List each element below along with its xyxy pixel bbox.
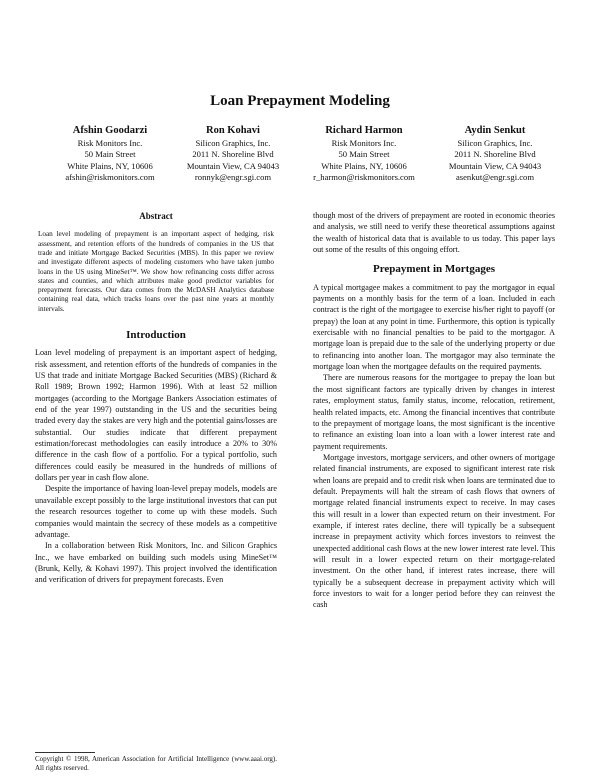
abstract-text: Loan level modeling of prepayment is an important aspect of hedging, risk assessment, and retention efforts of the hundreds of companies in the US that trade and initiate Mortgage Backed Securities (MBS). In this paper we review and investigate different aspects of modeling customers who have taken jumbo loans in the US using MineSet™. We show how refinancing costs differ across states and counties, and which attributes make good predictor variables for prepayment forecasts. Our data comes from the McDASH Analytics database containing real data, which tracks loans over the past nine years at monthly intervals. xyxy=(38,230,274,313)
author-affiliation: Silicon Graphics, Inc. xyxy=(195,138,271,148)
footnote-divider xyxy=(35,752,95,753)
introduction-heading: Introduction xyxy=(126,329,186,342)
paper-title: Loan Prepayment Modeling xyxy=(210,93,390,109)
author-affiliation: Silicon Graphics, Inc. xyxy=(457,138,533,148)
author-block xyxy=(425,124,565,184)
author-city: Mountain View, CA 94043 xyxy=(448,160,542,171)
author-email: ronnyk@engr.sgi.com xyxy=(194,172,272,183)
author-email: asenkut@engr.sgi.com xyxy=(455,172,535,183)
author-affiliation: Risk Monitors Inc. xyxy=(331,138,397,148)
author-affiliation: Risk Monitors Inc. xyxy=(77,138,143,148)
author-block xyxy=(294,124,434,184)
author-city: White Plains, NY, 10606 xyxy=(321,160,407,171)
paragraph: In a collaboration between Risk Monitors, Inc. and Silicon Graphics Inc., we have embarked on building such models using MineSet™ (Brunk, Kelly, & Kohavi 1997). This project involved the identification and verification of drivers for prepayment forecasts. Even xyxy=(35,541,277,585)
copyright-footnote: Copyright © 1998, American Association for Artificial Intelligence (www.aaai.org). All rights reserved. xyxy=(35,755,277,772)
author-block xyxy=(163,124,303,184)
author-name: Ron Kohavi xyxy=(206,125,260,136)
author-name: Afshin Goodarzi xyxy=(72,125,148,136)
right-column xyxy=(313,210,555,611)
paragraph: though most of the drivers of prepayment are rooted in economic theories and analysis, we still need to verify these theoretical assumptions against the wealth of historical data that is available to us today. This paper lays out some of the results of this ongoing effort. xyxy=(313,211,555,255)
paragraph: Mortgage investors, mortgage servicers, and other owners of mortgage related financial instruments, are exposed to significant interest rate risk when loans are prepaid and to credit risk when loans are terminated due to default. Prepayments will halt the stream of cash flows that owners of mortgage related financial instruments expect to receive. In may cases this will result in a lower than expected return on their investment. For example, if interest rates decline, there will typically be a subsequent increase in prepayment activity which forces investors to reinvest the unexpected additional cash flows at the new lower interest rate level. This will result in a lower expected return on their mortgage-related investment. On the other hand, if interest rates increase, there will typically be a subsequent decrease in prepayment activity which will force investors to wait for a longer period before they can reinvest the cash xyxy=(313,452,555,610)
paragraph: Loan level modeling of prepayment is an important aspect of hedging, risk assessment, and retention efforts of the hundreds of companies in the US that trade and initiate Mortgage Backed Securities (MBS) (Richard & Roll 1989; Brown 1992; Harmon 1996). With at least 52 million mortgages (according to the Mortgage Bankers Association estimates of end of the year 1997) outstanding in the US and the securities being traded every day the stakes are very high and the potential gains/losses are substantial. Our studies indicate that different prepayment estimation/forecast methodologies can easily introduce a 20% to 30% difference in the cash flow of a portfolio. For a typical portfolio, such differences could easily be measured in the hundreds of millions of dollars per year in cash flow alone. xyxy=(35,348,277,483)
author-city: Mountain View, CA 94043 xyxy=(186,160,280,171)
author-name: Richard Harmon xyxy=(325,125,403,136)
left-column xyxy=(35,210,277,586)
author-street: 2011 N. Shoreline Blvd xyxy=(192,149,274,160)
abstract-heading: Abstract xyxy=(139,211,173,221)
author-block xyxy=(40,124,180,184)
author-email: afshin@riskmonitors.com xyxy=(65,172,155,183)
author-street: 50 Main Street xyxy=(84,149,136,160)
author-email: r_harmon@riskmonitors.com xyxy=(313,172,415,183)
author-city: White Plains, NY, 10606 xyxy=(67,160,153,171)
paragraph: A typical mortgagee makes a commitment to pay the mortgagor in equal payments on a monthly basis for the term of a loan. Included in each contract is the right of the mortgagee to exercise his/her right to payoff (or prepay) the loan at any point in time. Furthermore, this option is typically exercisable with no financial penalties to be paid to the mortgagor. A mortgage loan is prepaid due to the sale of the underlying property or due to refinancing into another loan. The mortgagor may also terminate the mortgage loan when the mortgagee defaults on the required payments. xyxy=(313,282,555,372)
author-name: Aydin Senkut xyxy=(464,125,526,136)
paragraph: Despite the importance of having loan-level prepay models, models are unavailable except possibly to the large institutional investors that can put the research resources together to come up with these models. Such companies would maintain the secrecy of these models as a competitive advantage. xyxy=(35,484,277,539)
author-street: 50 Main Street xyxy=(338,149,390,160)
author-street: 2011 N. Shoreline Blvd xyxy=(454,149,536,160)
paragraph: There are numerous reasons for the mortgagee to prepay the loan but the most significant factors are typically driven by changes in interest rates, employment status, family status, income, relocation, retirement, health related impacts, etc. Among the financial incentives that contribute to the prepayment of mortgage loans, the most significant is the incentive to refinance an existing loan into a loan with a lower interest rate and payment requirements. xyxy=(313,373,555,451)
prepayment-heading: Prepayment in Mortgages xyxy=(373,263,495,276)
